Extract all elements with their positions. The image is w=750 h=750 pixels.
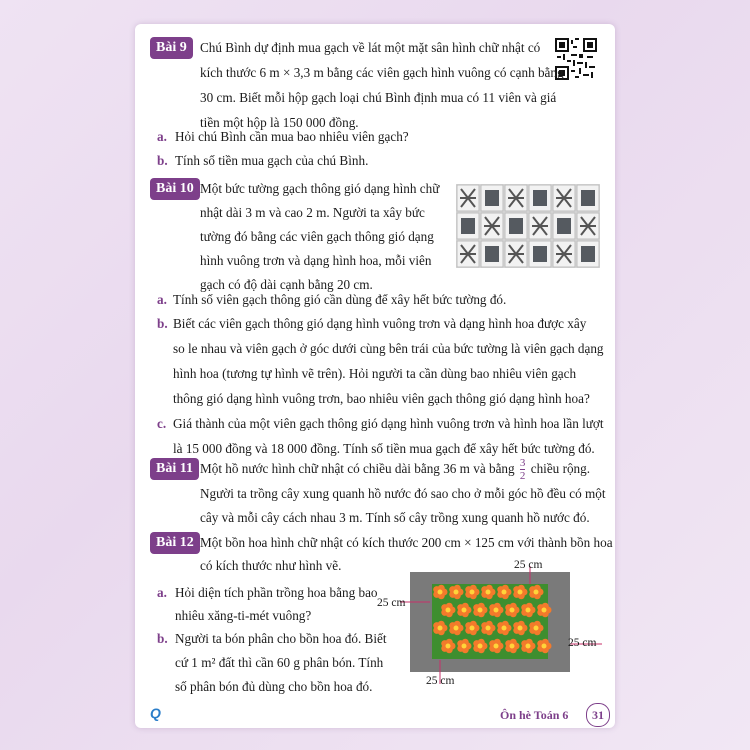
bai10-a-label: a.: [157, 292, 167, 307]
plain-square-hole: [485, 190, 499, 206]
bai10-b-line-2: so le nhau và viên gạch ở góc dưới cùng bên trái của bức tường là viên gạch dạng: [173, 341, 604, 356]
bai9-a-label: a.: [157, 129, 167, 144]
bai10-text-line-1: Một bức tường gạch thông gió dạng hình chữ: [200, 181, 440, 196]
fraction-denominator: 2: [519, 470, 526, 483]
bai10-b-line-3: hình hoa (tương tự hình vẽ trên). Hỏi người ta cần dùng bao nhiêu viên gạch: [173, 366, 577, 381]
bai9-text-line-4: tiền một hộp là 150 000 đồng.: [200, 115, 359, 130]
bai12-b-line-1: Người ta bón phân cho bồn hoa đó. Biết: [175, 631, 387, 646]
bai12-line-1: Một bồn hoa hình chữ nhật có kích thước 200 cm × 125 cm với thành bồn hoa: [200, 535, 613, 550]
bai12-a-line-1: Hỏi diện tích phần trồng hoa bằng bao: [175, 585, 378, 600]
plain-square-hole: [557, 218, 571, 234]
bai11-line-1: [200, 456, 590, 482]
bai10-text-line-4: hình vuông trơn và dạng hình hoa, mỗi viên: [200, 253, 432, 268]
plain-square-hole: [485, 246, 499, 262]
fraction-numerator: 3: [519, 457, 526, 470]
bai10-text-line-5: gạch có độ dài cạnh bằng 20 cm.: [200, 277, 373, 292]
publisher-logo: Q: [150, 705, 161, 721]
ventilation-brick-wall-illustration: [456, 184, 600, 268]
bai10-b-label: b.: [157, 316, 168, 331]
plain-square-hole: [509, 218, 523, 234]
exercise-badge-11: Bài 11: [150, 458, 199, 480]
exercise-badge-12: Bài 12: [150, 532, 200, 554]
bai10-a-text: Tính số viên gạch thông gió cần dùng để xây hết bức tường đó.: [173, 292, 507, 307]
bai9-text-line-1: Chú Bình dự định mua gạch về lát một mặt sân hình chữ nhật có: [200, 40, 541, 55]
bai12-a-line-2: nhiêu xăng-ti-mét vuông?: [175, 608, 312, 623]
plain-square-hole: [533, 246, 547, 262]
exercise-badge-10: Bài 10: [150, 178, 200, 200]
bai12-b-line-2: cứ 1 m² đất thì cần 60 g phân bón. Tính: [175, 655, 384, 670]
bai9-text-line-3: 30 cm. Biết mỗi hộp gạch loại chú Bình định mua có 11 viên và giá: [200, 90, 557, 105]
plain-square-hole: [581, 246, 595, 262]
book-title-footer: Ôn hè Toán 6: [500, 708, 569, 722]
bai11-line-1-end: chiều rộng.: [530, 461, 591, 476]
bai10-c-line-1: Giá thành của một viên gạch thông gió dạng hình vuông trơn và hình hoa lần lượt: [173, 416, 604, 431]
bai9-text-line-2: kích thước 6 m × 3,3 m bằng các viên gạch hình vuông có cạnh bằng: [200, 65, 564, 80]
dimension-label-right: 25 cm: [568, 637, 597, 649]
exercise-badge-9: Bài 9: [150, 37, 193, 59]
dimension-label-left: 25 cm: [377, 597, 406, 609]
bai11-line-3: cây và mỗi cây cách nhau 3 m. Tính số cây trồng xung quanh hồ nước đó.: [200, 510, 590, 525]
bai11-line-2: Người ta trồng cây xung quanh hồ nước đó sao cho ở mỗi góc hồ đều có một: [200, 486, 606, 501]
fraction-three-halves: [520, 457, 526, 482]
bai11-line-1-start: Một hồ nước hình chữ nhật có chiều dài bằng 36 m và bằng: [200, 461, 515, 476]
dimension-label-bottom: 25 cm: [426, 675, 455, 687]
plain-square-hole: [461, 218, 475, 234]
bai10-b-line-1: Biết các viên gạch thông gió dạng hình vuông trơn và dạng hình hoa được xây: [173, 316, 587, 331]
bai12-b-line-3: số phân bón đủ dùng cho bồn hoa đó.: [175, 679, 373, 694]
bai12-a-label: a.: [157, 585, 167, 600]
bai12-line-2: có kích thước như hình vẽ.: [200, 558, 342, 573]
bai9-b-label: b.: [157, 153, 168, 168]
bai10-c-label: c.: [157, 416, 167, 431]
bai12-b-label: b.: [157, 631, 168, 646]
bai9-a-text: Hỏi chú Bình cần mua bao nhiêu viên gạch?: [175, 129, 409, 144]
dimension-label-top: 25 cm: [514, 559, 543, 571]
plain-square-hole: [533, 190, 547, 206]
bai10-text-line-2: nhật dài 3 m và cao 2 m. Người ta xây bức: [200, 205, 425, 220]
dimension-lines: [380, 560, 620, 695]
bai10-b-line-4: thông gió dạng hình vuông trơn, bao nhiêu viên gạch thông gió dạng hình hoa?: [173, 391, 590, 406]
bai10-c-line-2: là 15 000 đồng và 18 000 đồng. Tính số tiền mua gạch để xây hết bức tường đó.: [173, 441, 595, 456]
bai10-text-line-3: tường đó bằng các viên gạch thông gió dạng: [200, 229, 434, 244]
page-number: 31: [586, 703, 610, 727]
plain-square-hole: [581, 190, 595, 206]
bai9-b-text: Tính số tiền mua gạch của chú Bình.: [175, 153, 369, 168]
